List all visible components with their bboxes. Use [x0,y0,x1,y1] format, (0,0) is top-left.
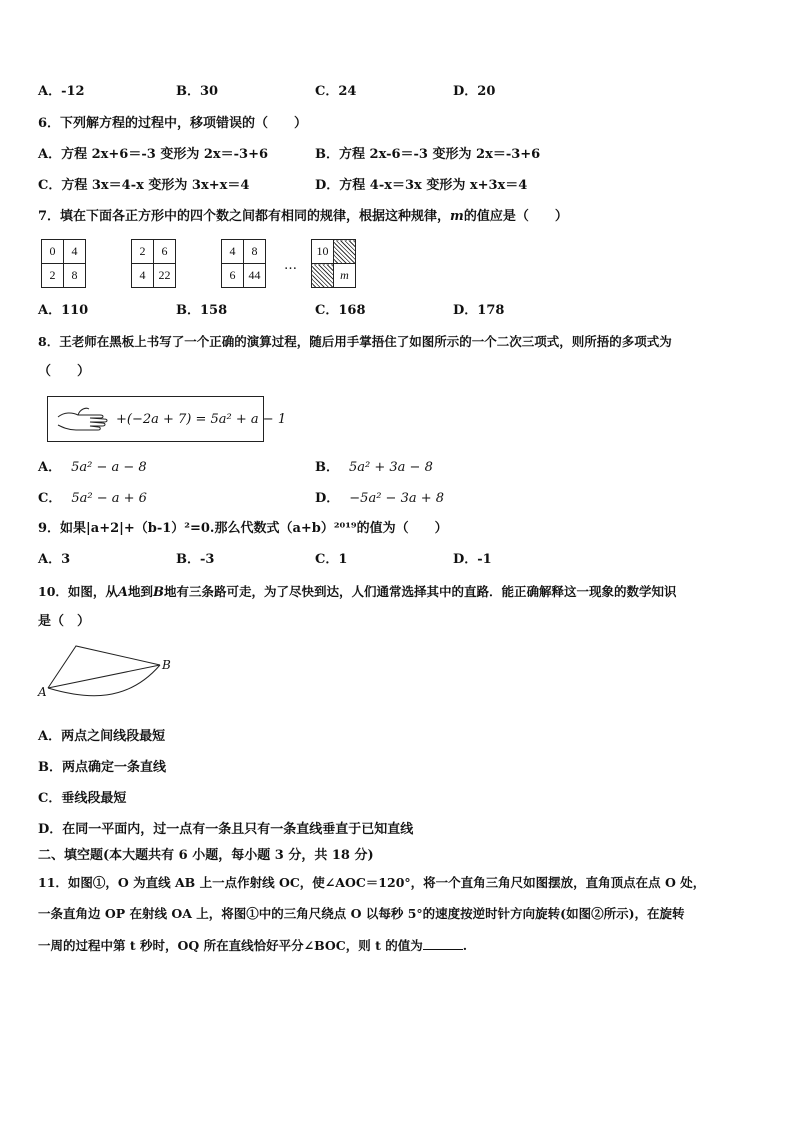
q8-stem: 8．王老师在黑板上书写了一个正确的演算过程，随后用手掌捂住了如图所示的一个二次三项式，则所捂的多项式为 [38,334,672,349]
q9-option-c: C．1 [315,552,348,567]
equation-text: +(−2a + 7) = 5a² + a − 1 [116,412,287,427]
straight-path [48,665,160,688]
number-square-3: 4 8 6 44 [221,239,266,288]
q7-option-a: A．110 [38,303,89,318]
q8-option-b: B． 5a² + 3a − 8 [315,460,433,475]
section-title: 二、填空题(本大题共有 6 小题，每小题 3 分，共 18 分) [38,848,374,863]
q9-option-a: A．3 [38,552,71,567]
q6-option-c: C．方程 3x＝4-x 变形为 3x+x＝4 [38,178,250,193]
q10-stem: 10．如图，从A地到B地有三条路可走，为了尽快到达，人们通常选择其中的直路．能正确解释这一现象的数学知识 [38,584,677,600]
q9-stem: 9．如果|a+2|+（b-1）²=0.那么代数式（a+b）²⁰¹⁹的值为（ ） [38,521,448,536]
q8-option-c: C． 5a² − a + 6 [38,491,147,506]
q10-option-d: D．在同一平面内，过一点有一条且只有一条直线垂直于已知直线 [38,822,414,837]
q11-line3: 一周的过程中第 t 秒时，OQ 所在直线恰好平分∠BOC，则 t 的值为 . [38,938,468,953]
q10-option-c: C．垂线段最短 [38,791,127,806]
equation-box [47,396,287,442]
q11-line2: 一条直角边 OP 在射线 OA 上，将图①中的三角尺绕点 O 以每秒 5°的速度按逆时针方向旋转(如图②所示)，在旋转 [38,906,685,921]
answer-blank[interactable] [423,937,463,950]
q10-stem-line2: 是（ ） [38,614,91,629]
number-square-1: 0 4 2 8 [41,239,86,288]
point-a-label: A [38,685,47,699]
q8-option-d: D． −5a² − 3a + 8 [315,491,445,506]
q10-option-b: B．两点确定一条直线 [38,760,167,775]
upper-path [48,646,160,688]
hatched-cell [334,240,356,264]
q7-option-b: B．158 [176,303,228,318]
q8-option-a: A． 5a² − a − 8 [38,460,147,475]
q8-stem-paren: （ ） [38,364,91,379]
curved-path [48,665,160,696]
point-b-label: B [162,658,171,672]
hand-icon [56,403,114,435]
q6-option-b: B．方程 2x-6＝-3 变形为 2x＝-3+6 [315,147,541,162]
q5-option-d: D．20 [453,84,496,99]
q9-option-b: B．-3 [176,552,215,567]
number-square-4: 10 m [311,239,356,288]
q5-option-a: A．-12 [38,84,85,99]
q6-option-d: D．方程 4-x＝3x 变形为 x+3x＝4 [315,178,528,193]
q7-option-d: D．178 [453,303,505,318]
q10-option-a: A．两点之间线段最短 [38,729,166,744]
q6-stem: 6．下列解方程的过程中，移项错误的（ ） [38,116,308,131]
q6-option-a: A．方程 2x+6＝-3 变形为 2x＝-3+6 [38,147,269,162]
q7-option-c: C．168 [315,303,366,318]
q7-stem: 7．填在下面各正方形中的四个数之间都有相同的规律，根据这种规律，m的值应是（ ） [38,209,568,224]
hatched-cell [312,264,334,288]
q11-line1: 11．如图①，O 为直线 AB 上一点作射线 OC，使∠AOC＝120°，将一个直角三角尺如图摆放，直角顶点在点 O 处， [38,875,706,890]
paths-diagram [38,640,178,702]
q9-option-d: D．-1 [453,552,492,567]
number-square-2: 2 6 4 22 [131,239,176,288]
q5-option-c: C．24 [315,84,357,99]
q5-option-b: B．30 [176,84,219,99]
sequence-ellipsis: … [284,258,297,273]
